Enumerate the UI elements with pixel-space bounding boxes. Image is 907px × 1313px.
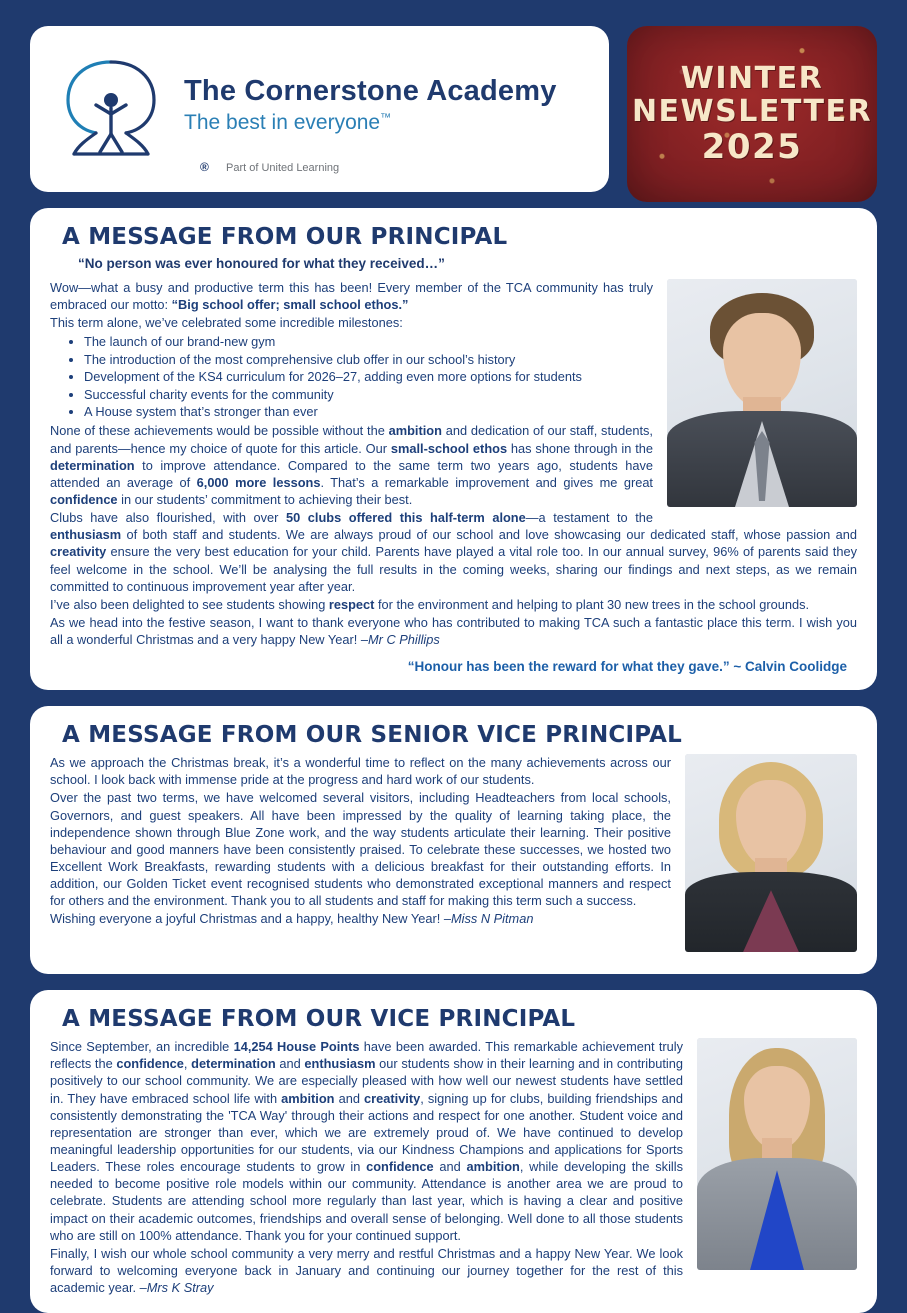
school-name: The Cornerstone Academy [184,74,557,107]
principal-paragraph-3: None of these achievements would be possible without the ambition and dedication of our staff, students, and parents—hence my choice of quote for this article. Our small-school ethos has shone through in the determination to improve attendance. Compared to the same term two years ago, students have attended an average of 6,000 more lessons. That’s a remarkable improvement and gives me great confidence in our students’ commitment to achieving their best. [50,423,653,507]
school-logo-card [30,26,609,192]
vice-principal-heading: A MESSAGE FROM OUR VICE PRINCIPAL [62,1006,576,1033]
vp-paragraph-1: Since September, an incredible 14,254 House Points have been awarded. This remarkable achievement truly reflects the confidence, determination and enthusiasm our students show in their learning and in contributing positively to our school community. We are especially pleased with how well our newest students have settled in. They have embraced school life with ambition and creativity, signing up for clubs, building friendships and consistently demonstrating the 'TCA Way' through their actions and respect for one another. Student voice and representation are stronger than ever, which we are extremely proud of. We have continued to develop meaningful leadership opportunities for our students, via our Kindness Champions and applications for Sports Leaders. These roles encourage students to grow in confidence and ambition, while developing the skills needed to become positive role models within our community. Attendance is another area we are proud to celebrate. Students are attending school more regularly than last year, which is having a clear and positive impact on their academic outcomes, friendships and overall sense of belonging. Well done to all those students who are still on 100% attendance. Thank you for your continued support. [50,1039,684,1243]
principal-closing-quote: “Honour has been the reward for what they gave.” ~ Calvin Coolidge [407,659,847,675]
svp-paragraph-3: Wishing everyone a joyful Christmas and a happy, healthy New Year! –Miss N Pitman [50,911,534,927]
principal-section [30,208,877,690]
vice-principal-section [30,990,877,1313]
vice-principal-portrait [697,1038,857,1270]
list-item: • The launch of our brand-new gym [84,333,857,350]
senior-vice-principal-section [30,706,877,974]
principal-body [50,279,857,649]
part-of-label: Part of United Learning [226,162,340,174]
principal-portrait [667,279,857,507]
principal-paragraph-6: As we head into the festive season, I want to thank everyone who has contributed to making TCA such a fantastic place this term. I wish you all a wonderful Christmas and a very happy New Year! –Mr C Phillips [50,614,857,648]
senior-vice-principal-portrait [685,754,857,952]
svp-paragraph-1: As we approach the Christmas break, it’s a wonderful time to reflect on the many achievements across our school. I look back with immense pride at the progress and hard work of our students. [50,755,671,788]
list-item: • Development of the KS4 curriculum for 2026–27, adding even more options for students [84,368,857,385]
school-tagline [184,111,557,134]
senior-vice-principal-heading: A MESSAGE FROM OUR SENIOR VICE PRINCIPAL [62,722,683,749]
list-item: • The introduction of the most comprehensive club offer in our school’s history [84,351,857,368]
senior-vice-principal-body [50,754,857,958]
badge-line-2: NEWSLETTER [631,94,873,130]
trademark-symbol: ™ [380,112,392,125]
school-tagline-text: The best in everyone [184,111,381,135]
list-item: • A House system that’s stronger than ever [84,403,857,420]
badge-line-3: 2025 [701,126,803,167]
principal-paragraph-2: This term alone, we’ve celebrated some incredible milestones: [50,315,403,331]
registered-mark: ® [200,160,209,174]
badge-line-1: WINTER [680,60,824,96]
svp-paragraph-2: Over the past two terms, we have welcomed several visitors, including Headteachers from local schools, Governors, and guest speakers. All have been impressed by the quality of learning taking place, the independence shown through Blue Zone work, and the way students articulate their learning. Their positive behaviour and good manners have been consistently praised. To celebrate these successes, we hosted two Excellent Work Breakfasts, rewarding students with a delicious breakfast for their outstanding efforts. In addition, our Golden Ticket event recognised students who demonstrated exceptional manners and respect for others and the environment. Thank you to all students and staff for making this term such a success. [50,790,671,909]
principal-opening-quote: “No person was ever honoured for what they received…” [78,256,445,271]
list-item: • Successful charity events for the community [84,386,857,403]
principal-paragraph-5: I’ve also been delighted to see students showing respect for the environment and helping to plant 30 new trees in the school grounds. [50,596,810,612]
school-identity [184,76,557,135]
principal-paragraph-1a: Wow—what a busy and productive term this has been! Every member of the TCA community has truly embraced our motto: [50,280,653,313]
vp-paragraph-2: Finally, I wish our whole school community a very merry and restful Christmas and a happy New Year. We look forward to welcoming everyone back in January and continuing our journey together for the rest of this academic year. –Mrs K Stray [50,1245,683,1296]
principal-motto: “Big school offer; small school ethos.” [171,297,409,313]
tree-logo-icon [52,48,170,170]
principal-heading: A MESSAGE FROM OUR PRINCIPAL [62,224,508,250]
vice-principal-body [50,1038,857,1297]
header [30,26,877,192]
newsletter-badge [627,26,877,202]
principal-paragraph-4: Clubs have also flourished, with over 50 clubs offered this half-term alone—a testament to the enthusiasm of both staff and students. We are always proud of our school and love showcasing our dedicated staff, whose passion and creativity ensure the very best education for your child. Parents have played a vital role too. In our annual survey, 96% of parents said they feel welcome in the school. We’ll be analysing the full results in the coming weeks, sharing our findings and next steps, as we remain committed to continuous improvement year after year. [50,510,857,594]
